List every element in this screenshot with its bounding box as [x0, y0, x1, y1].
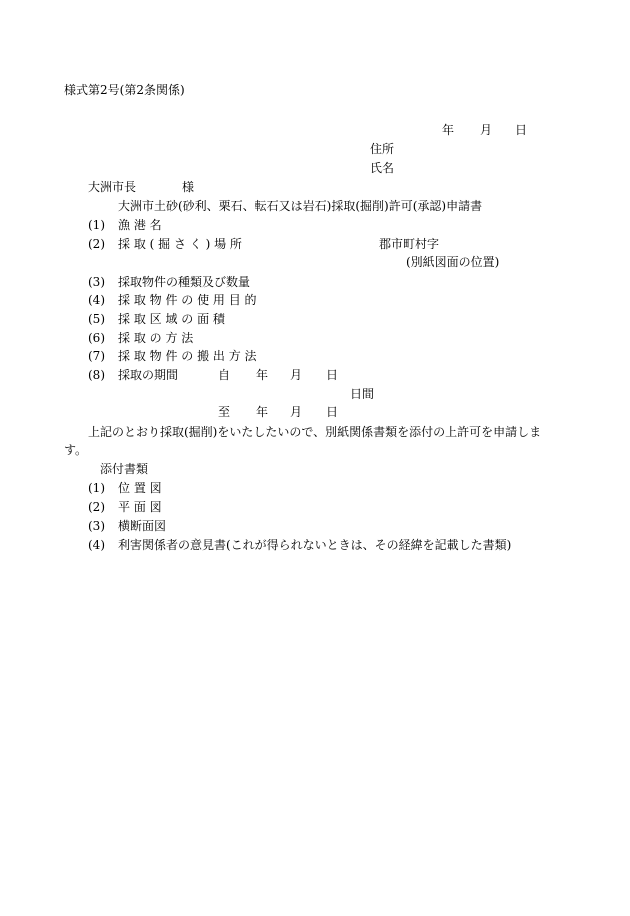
item-label: 採 取 区 域 の 面 積: [118, 312, 225, 326]
item-number: (8): [88, 368, 105, 382]
period-to-label: 至: [218, 405, 231, 419]
form-id: 様式第2号(第2条関係): [64, 83, 185, 97]
item-number: (4): [88, 293, 105, 307]
body-text-line: 上記のとおり採取(掘削)をいたしたいので、別紙関係書類を添付の上許可を申請しま: [88, 425, 542, 439]
item-number: (7): [88, 349, 105, 363]
item-number: (1): [88, 218, 105, 232]
period-from-label: 自: [218, 368, 231, 382]
date-year: 年: [442, 123, 455, 137]
period-from-year: 年: [256, 368, 269, 382]
item-label: 採取の期間: [118, 368, 179, 382]
item-label: 採 取 の 方 法: [118, 331, 194, 345]
attachment-number: (2): [88, 500, 105, 514]
period-to-day: 日: [326, 405, 339, 419]
name-label: 氏名: [370, 161, 395, 175]
period-to-year: 年: [256, 405, 269, 419]
date-day: 日: [515, 123, 528, 137]
attachments-heading: 添付書類: [100, 462, 149, 476]
period-from-day: 日: [326, 368, 339, 382]
address-label: 住所: [370, 142, 395, 156]
date-month: 月: [480, 123, 493, 137]
period-to-month: 月: [290, 405, 303, 419]
attachment-number: (4): [88, 538, 105, 552]
item-label: 採 取 ( 掘 さ く ) 場 所: [118, 237, 242, 251]
location-field: 郡市町村字: [379, 237, 440, 251]
attachment-number: (1): [88, 481, 105, 495]
item-label: 採 取 物 件 の 搬 出 方 法: [118, 349, 257, 363]
location-note: (別紙図面の位置): [406, 255, 500, 269]
item-label: 採 取 物 件 の 使 用 目 的: [118, 293, 257, 307]
item-number: (3): [88, 275, 105, 289]
attachment-label: 平 面 図: [118, 500, 162, 514]
period-days-label: 日間: [350, 387, 375, 401]
body-text-line: す。: [64, 443, 88, 457]
item-label: 漁 港 名: [118, 218, 162, 232]
attachment-number: (3): [88, 519, 105, 533]
document-title: 大洲市土砂(砂利、栗石、転石又は岩石)採取(掘削)許可(承認)申請書: [118, 199, 483, 213]
period-from-month: 月: [290, 368, 303, 382]
item-number: (6): [88, 331, 105, 345]
honorific: 様: [182, 180, 195, 194]
item-number: (2): [88, 237, 105, 251]
attachment-label: 位 置 図: [118, 481, 162, 495]
item-label: 採取物件の種類及び数量: [118, 275, 251, 289]
attachment-label: 利害関係者の意見書(これが得られないときは、その経緯を記載した書類): [118, 538, 512, 552]
item-number: (5): [88, 312, 105, 326]
recipient: 大洲市長: [88, 180, 137, 194]
attachment-label: 横断面図: [118, 519, 167, 533]
